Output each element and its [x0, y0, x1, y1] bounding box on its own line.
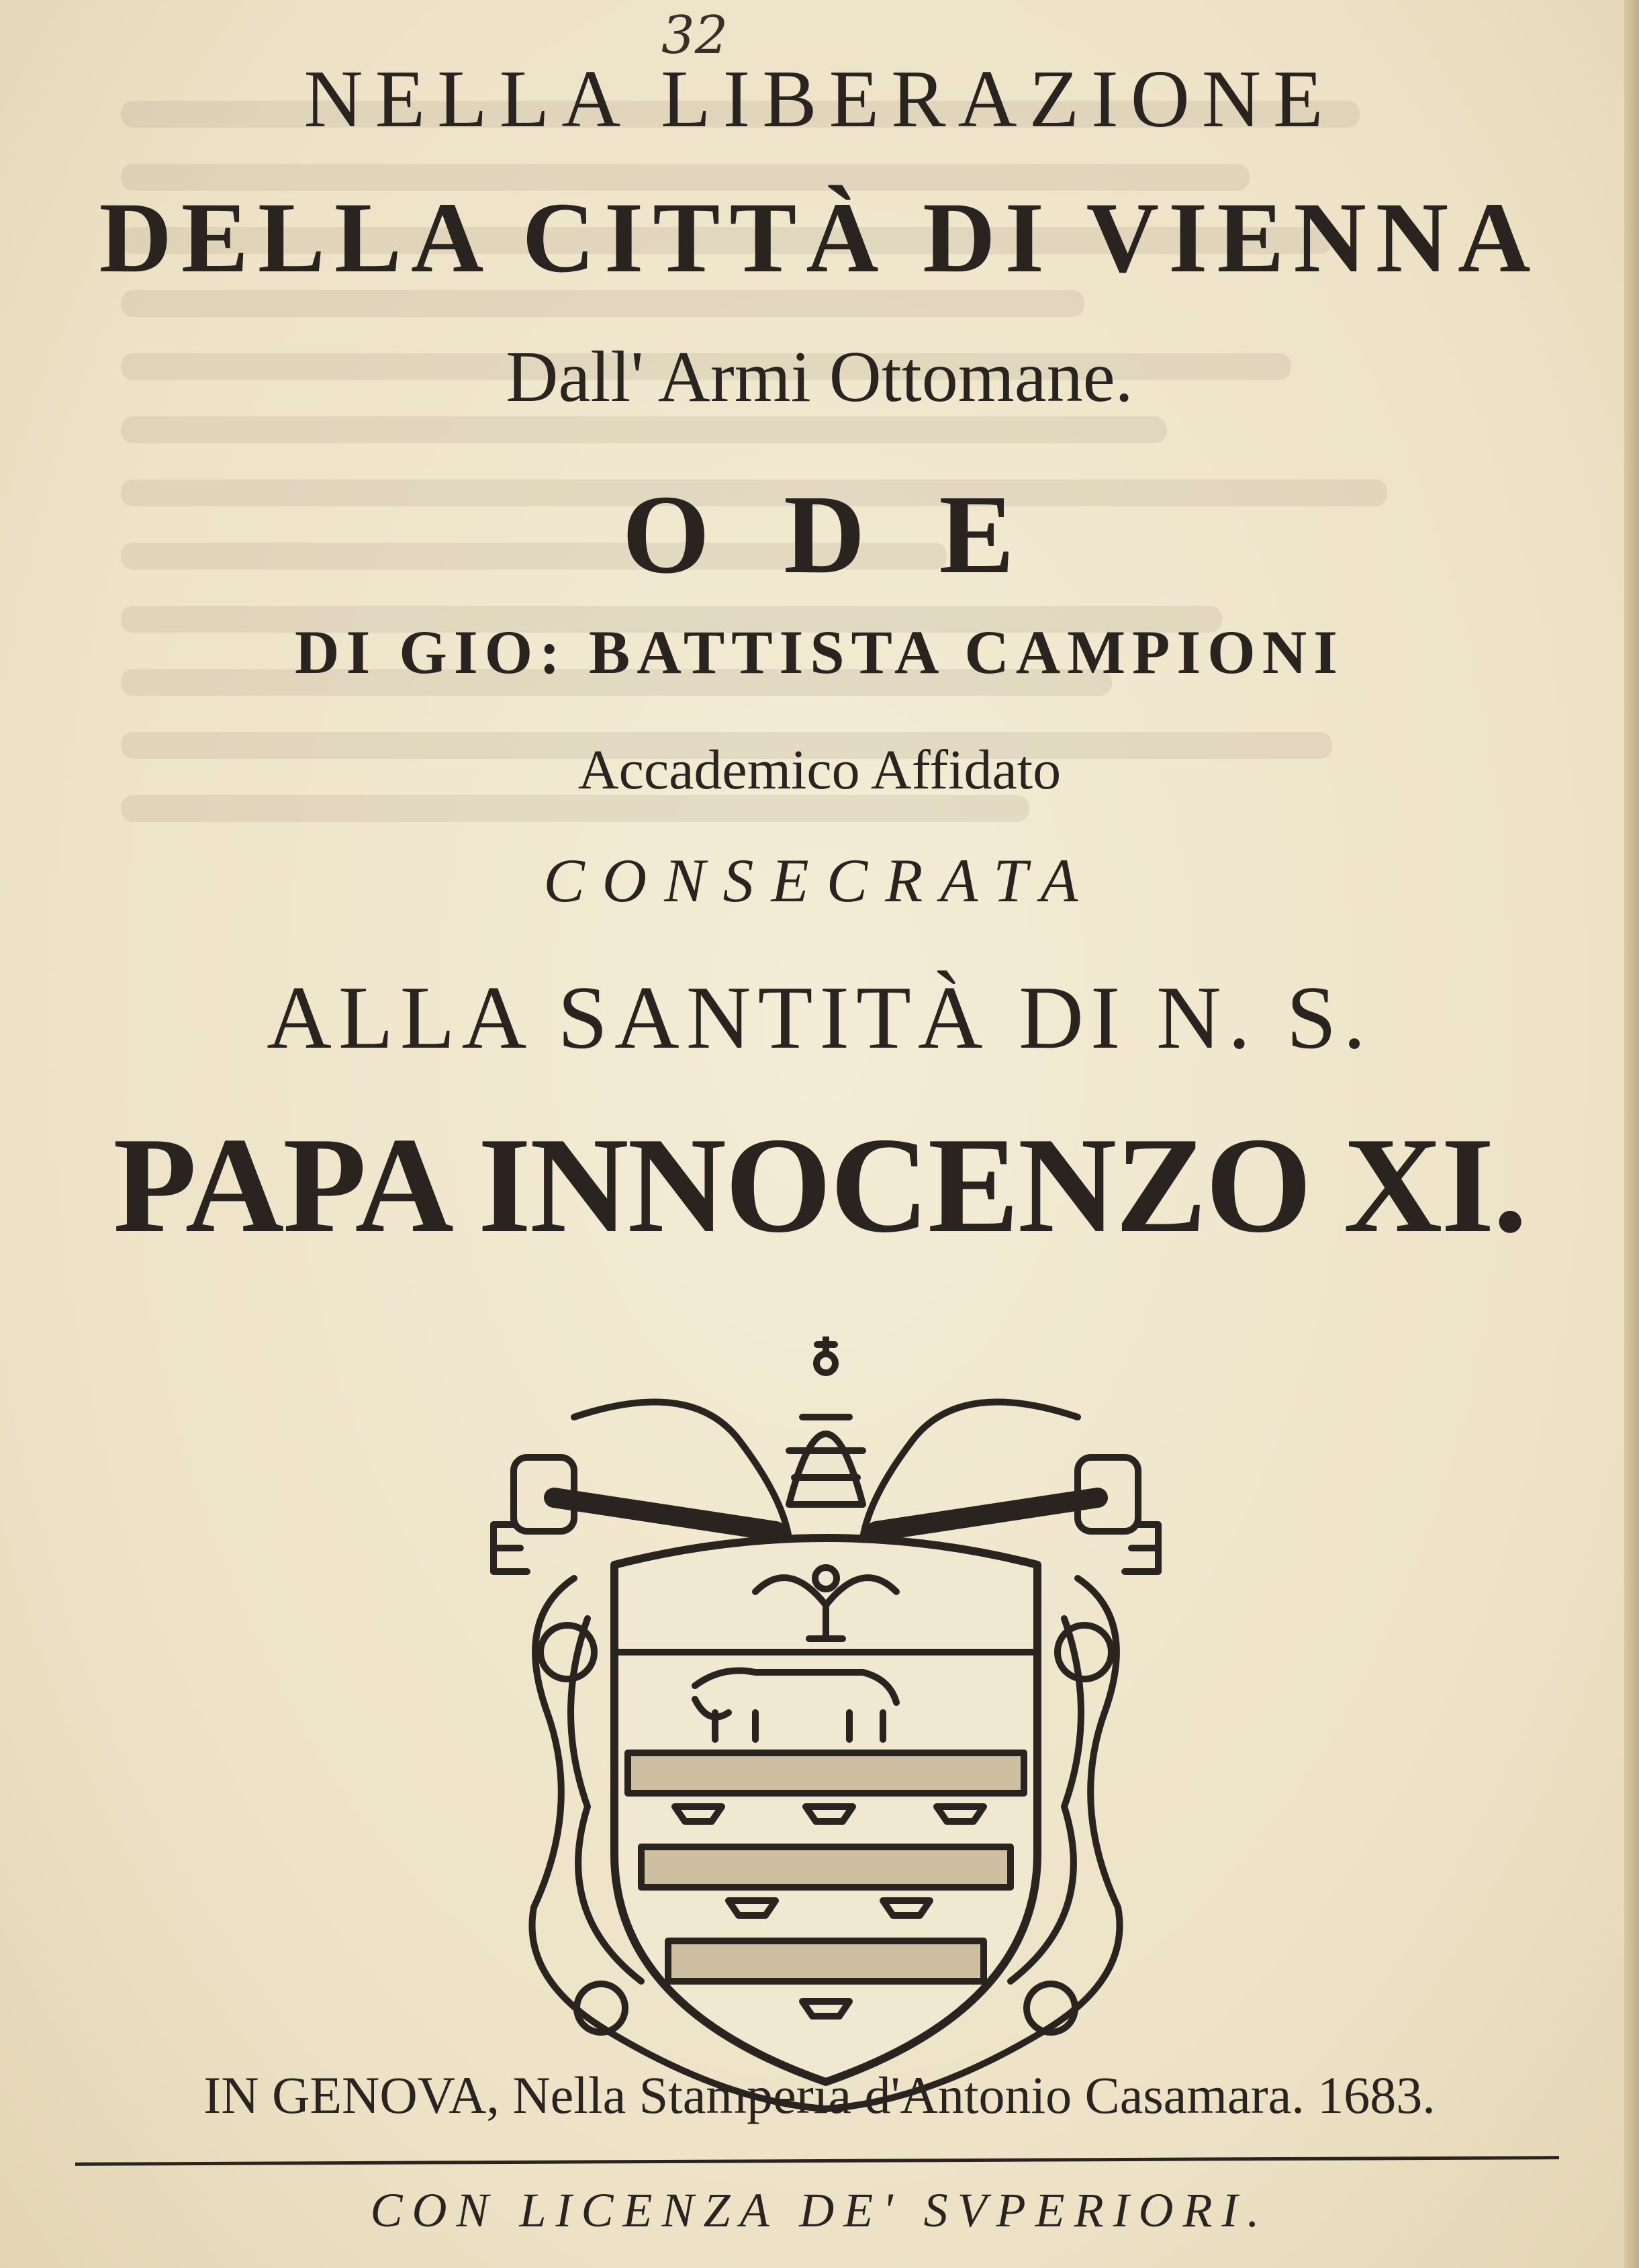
title-line-2: DELLA CITTÀ DI VIENNA	[99, 182, 1540, 293]
dedication-line-1: ALLA SANTITÀ DI N. S.	[267, 968, 1372, 1067]
genre-heading: O D E	[622, 472, 1017, 597]
title-line-1: NELLA LIBERAZIONE	[303, 54, 1336, 144]
licence-line: CON LICENZA DE' SVPERIORI.	[370, 2183, 1269, 2237]
divider-rule	[75, 2156, 1559, 2166]
author-affiliation: Accademico Affidato	[577, 739, 1062, 801]
dedication-line-2: PAPA INNOCENZO XI.	[113, 1109, 1526, 1261]
imprint-line: IN GENOVA, Nella Stamperia d'Antonio Casamara. 1683.	[203, 2066, 1436, 2124]
author-name: DI GIO: BATTISTA CAMPIONI	[295, 618, 1344, 686]
title-line-3: Dall' Armi Ottomane.	[506, 337, 1133, 417]
dedication-label: CONSECRATA	[543, 846, 1096, 915]
papal-coat-of-arms-icon	[473, 1336, 1178, 2116]
manuscript-page-number: 32	[661, 5, 729, 66]
